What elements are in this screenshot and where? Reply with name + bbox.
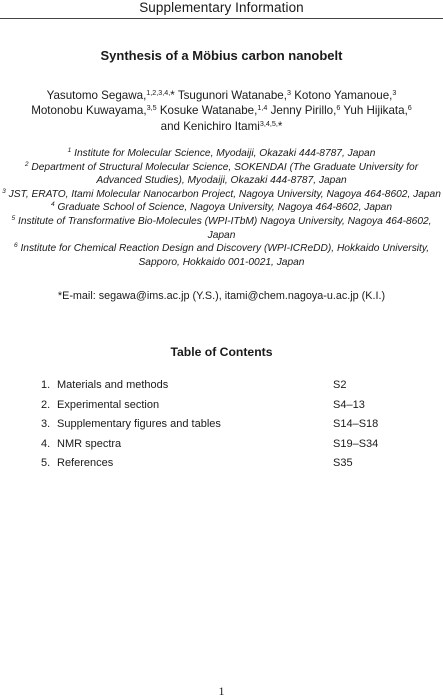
toc-item-label: References <box>57 457 114 469</box>
toc-item[interactable] <box>0 399 443 419</box>
affiliation: $^1$ Institute for Molecular Science, Myodaiji, Okazaki 444-8787, Japan <box>67 147 376 159</box>
affiliation: $^3$ JST, ERATO, Itami Molecular Nanocarbon Project, Nagoya University, Nagoya 464-8602, Japan <box>2 187 441 200</box>
author: Kosuke Watanabe,$^{1,4}$ <box>159 103 268 118</box>
toc-heading: Table of Contents <box>170 345 273 359</box>
toc-item-number: 3. <box>41 418 51 430</box>
running-header: Supplementary Information <box>139 0 304 15</box>
author: and Kenichiro Itami$^{3,4,5,}$* <box>160 118 283 133</box>
toc-item-label: Experimental section <box>57 398 160 411</box>
toc-item-page: S14–S18 <box>333 418 379 430</box>
paper-title: Synthesis of a Möbius carbon nanobelt <box>100 48 343 63</box>
toc-item-label: NMR spectra <box>57 437 122 450</box>
toc-item-page: S2 <box>333 379 347 391</box>
toc-item-label: Supplementary figures and tables <box>57 418 221 430</box>
author: Yasutomo Segawa,$^{1,2,3,4,}$* <box>46 88 178 102</box>
toc-item-number: 4. <box>41 437 51 450</box>
toc-item-page: S35 <box>333 457 353 469</box>
table-of-contents <box>0 379 443 477</box>
author: Yuh Hijikata,$^6$ <box>343 103 412 118</box>
author: Tsugunori Watanabe,$^3$ <box>177 88 291 102</box>
toc-item[interactable] <box>0 418 443 438</box>
toc-item-page: S4–13 <box>333 398 365 411</box>
author: Motonobu Kuwayama,$^{3,5}$ <box>31 103 157 118</box>
toc-item[interactable] <box>0 438 443 458</box>
toc-item[interactable] <box>0 457 443 477</box>
header-rule <box>0 18 443 19</box>
affiliation: $^5$ Institute of Transformative Bio-Molecules (WPI-ITbM) Nagoya University, Nagoya 464-8602, Japan <box>11 214 432 241</box>
author: Jenny Pirillo,$^6$ <box>270 103 341 118</box>
page-number: 1 <box>218 684 225 698</box>
toc-item-number: 2. <box>41 398 51 411</box>
affiliation-list <box>0 147 443 269</box>
toc-item[interactable] <box>0 379 443 399</box>
affiliation: $^6$ Institute for Chemical Reaction Design and Discovery (WPI-ICReDD), Hokkaido University, Sapporo, Hokkaido 001-0021, Japan <box>13 242 430 268</box>
toc-item-number: 1. <box>41 379 51 391</box>
toc-item-label: Materials and methods <box>57 379 169 391</box>
affiliation: $^2$ Department of Structural Molecular Science, SOKENDAI (The Graduate University for Advanced Studies), Myodaiji, Okazaki 444-8787, Japan <box>24 160 419 187</box>
affiliation: $^4$ Graduate School of Science, Nagoya University, Nagoya 464-8602, Japan <box>50 201 393 214</box>
corresponding-email: *E-mail: segawa@ims.ac.jp (Y.S.), itami@chem.nagoya-u.ac.jp (K.I.) <box>57 290 386 302</box>
author: Kotono Yamanoue,$^3$ <box>294 88 397 102</box>
toc-item-page: S19–S34 <box>333 437 379 450</box>
author-list <box>12 88 431 134</box>
toc-item-number: 5. <box>41 457 51 469</box>
